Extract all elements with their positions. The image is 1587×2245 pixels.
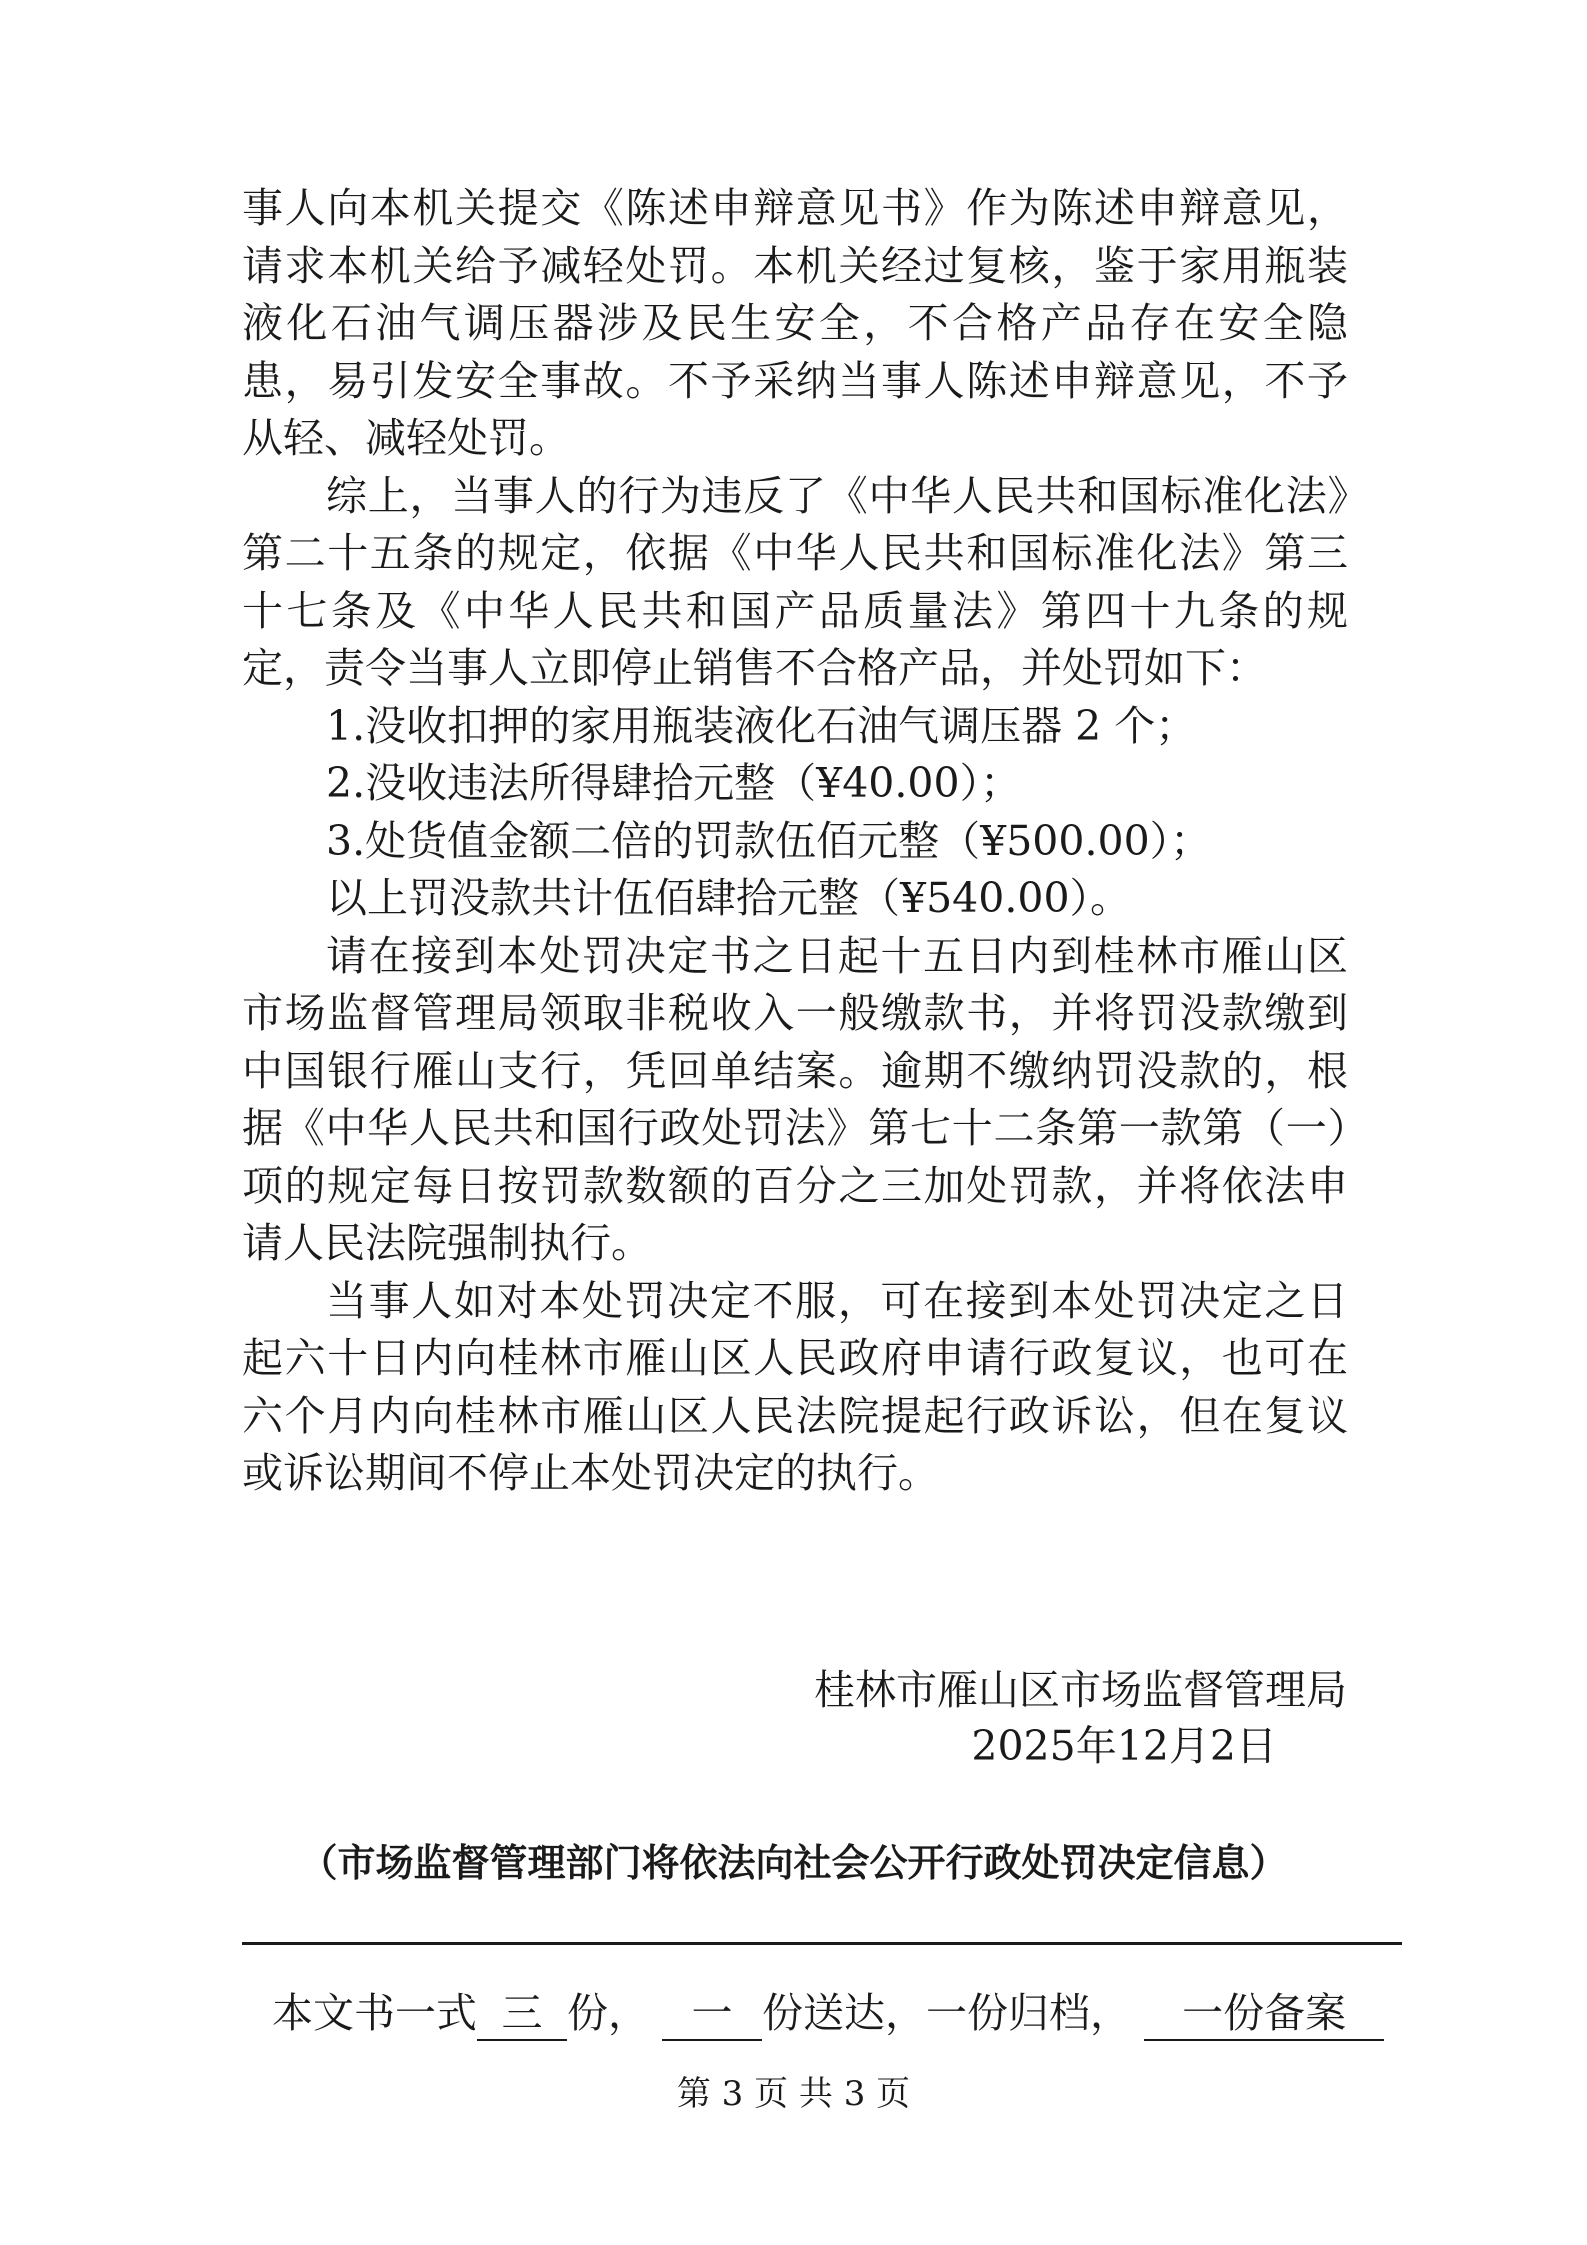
paragraph-payment-instructions: 请在接到本处罚决定书之日起十五日内到桂林市雁山区市场监督管理局领取非税收入一般缴款书，并将罚没款缴到中国银行雁山支行，凭回单结案。逾期不缴纳罚没款的，根据《中华人民共和国行政处罚法》第七十二条第一款第（一）项的规定每日按罚款数额的百分之三加处罚款，并将依法申请人民法院强制执行。 (242, 931, 1348, 1267)
copies-delivered: 一 (662, 1987, 762, 2041)
copies-text-2: 份， (567, 1989, 649, 2037)
copies-statement (272, 1985, 1384, 2042)
copies-filing: 一份备案 (1144, 1987, 1384, 2041)
penalty-item-3: 3.处货值金额二倍的罚款伍佰元整（¥500.00）； (326, 816, 1212, 865)
signature-organization: 桂林市雁山区市场监督管理局 (814, 1666, 1347, 1714)
paragraph-defense-review: 事人向本机关提交《陈述申辩意见书》作为陈述申辩意见，请求本机关给予减轻处罚。本机关经过复核，鉴于家用瓶装液化石油气调压器涉及民生安全，不合格产品存在安全隐患，易引发安全事故。不予采纳当事人陈述申辩意见，不予从轻、减轻处罚。 (242, 184, 1348, 462)
horizontal-divider (242, 1942, 1402, 1945)
paragraph-legal-basis: 综上，当事人的行为违反了《中华人民共和国标准化法》第二十五条的规定，依据《中华人民共和国标准化法》第三十七条及《中华人民共和国产品质量法》第四十九条的规定，责令当事人立即停止销售不合格产品，并处罚如下： (242, 471, 1348, 692)
page-number: 第 3 页 共 3 页 (676, 2074, 911, 2114)
document-body (242, 180, 1348, 1503)
penalty-total: 以上罚没款共计伍佰肆拾元整（¥540.00）。 (326, 874, 1132, 922)
penalty-item-1: 1.没收扣押的家用瓶装液化石油气调压器 2 个； (326, 701, 1197, 750)
copies-text-3: 份送达，一份归档， (762, 1989, 1132, 2037)
copies-count: 三 (477, 1987, 567, 2041)
copies-prefix: 本文书一式 (272, 1989, 477, 2037)
paragraph-appeal-rights: 当事人如对本处罚决定不服，可在接到本处罚决定之日起六十日内向桂林市雁山区人民政府申请行政复议，也可在六个月内向桂林市雁山区人民法院提起行政诉讼，但在复议或诉讼期间不停止本处罚决定的执行。 (242, 1276, 1348, 1497)
penalty-item-2: 2.没收违法所得肆拾元整（¥40.00）； (326, 759, 1022, 807)
public-disclosure-notice: （市场监督管理部门将依法向社会公开行政处罚决定信息） (299, 1841, 1288, 1885)
signature-date: 2025年12月2日 (971, 1722, 1277, 1770)
